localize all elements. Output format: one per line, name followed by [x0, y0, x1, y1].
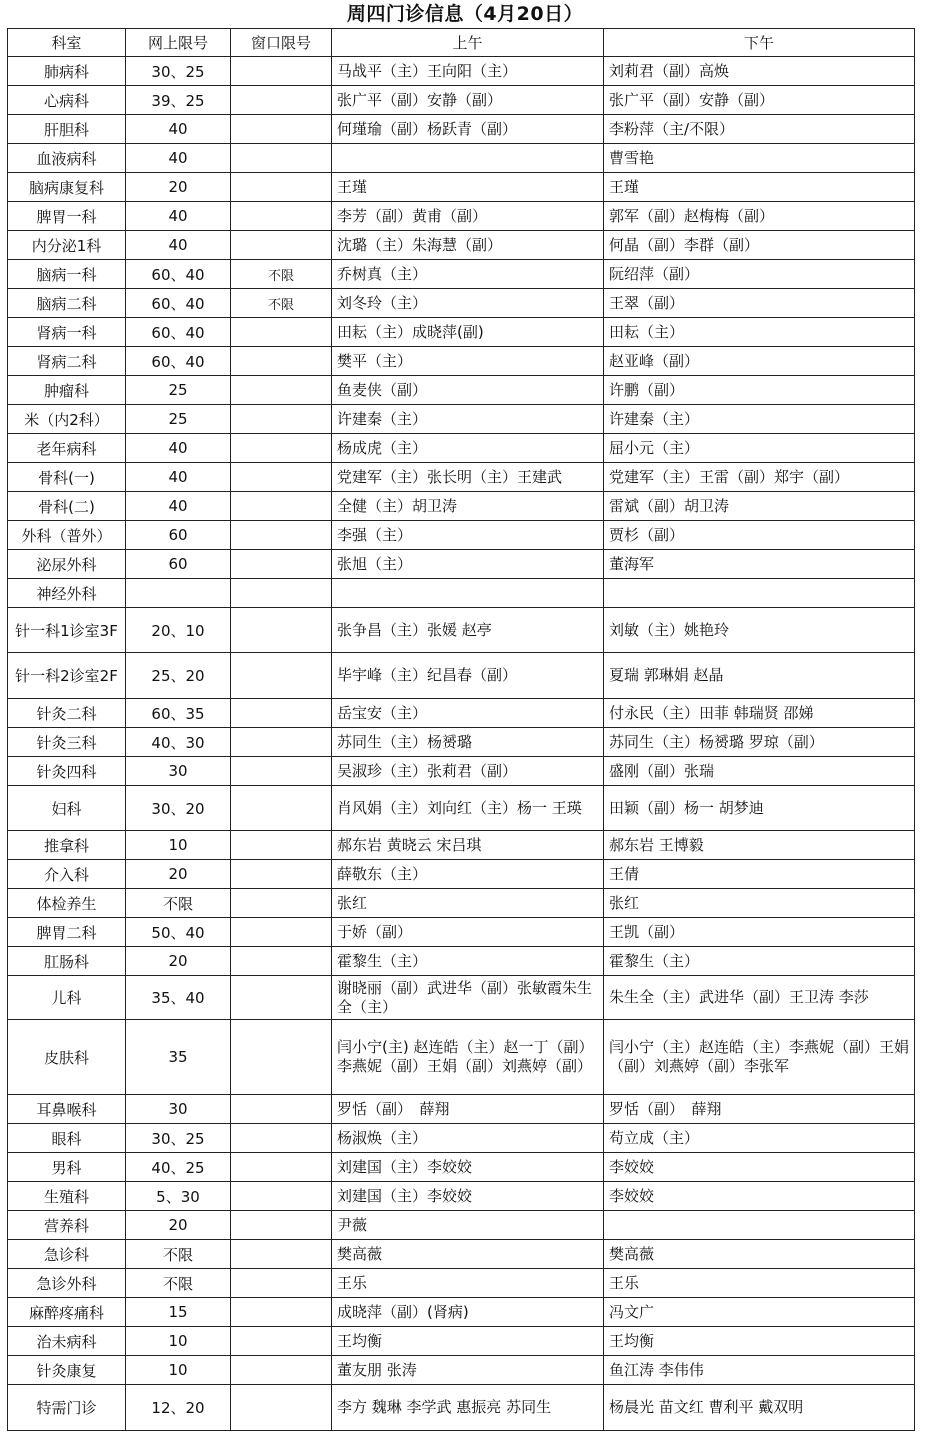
table-row	[8, 1385, 915, 1431]
cell-am: 许建秦（主）	[332, 405, 604, 434]
cell-online: 60、40	[126, 347, 231, 376]
cell-dept: 骨科(一)	[8, 463, 126, 492]
cell-online: 40	[126, 202, 231, 231]
cell-online: 20	[126, 1211, 231, 1240]
table-row	[8, 699, 915, 728]
cell-window	[231, 608, 332, 653]
cell-pm: 朱生全（主）武进华（副）王卫涛 李莎	[604, 976, 915, 1020]
cell-dept: 脑病康复科	[8, 173, 126, 202]
cell-pm: 党建军（主）王雷（副）郑宇（副）	[604, 463, 915, 492]
cell-am: 党建军（主）张长明（主）王建武	[332, 463, 604, 492]
table-row	[8, 463, 915, 492]
cell-window	[231, 1211, 332, 1240]
table-row	[8, 831, 915, 860]
clinic-schedule-table	[7, 28, 915, 1431]
cell-online: 不限	[126, 889, 231, 918]
cell-am: 马战平（主）王向阳（主）	[332, 57, 604, 86]
cell-window	[231, 831, 332, 860]
cell-pm: 冯文广	[604, 1298, 915, 1327]
cell-am: 闫小宁(主) 赵连皓（主）赵一丁（副）李燕妮（副）王娟（副）刘燕婷（副）	[332, 1020, 604, 1095]
table-row	[8, 653, 915, 699]
cell-dept: 推拿科	[8, 831, 126, 860]
cell-dept: 妇科	[8, 786, 126, 831]
table-row	[8, 786, 915, 831]
table-row	[8, 1211, 915, 1240]
cell-pm: 盛刚（副）张瑞	[604, 757, 915, 786]
cell-window	[231, 434, 332, 463]
cell-pm	[604, 1211, 915, 1240]
cell-am: 张广平（副）安静（副）	[332, 86, 604, 115]
cell-am: 苏同生（主）杨赟璐	[332, 728, 604, 757]
cell-pm: 王乐	[604, 1269, 915, 1298]
cell-am: 张红	[332, 889, 604, 918]
header-morning: 上午	[332, 29, 604, 57]
table-row	[8, 918, 915, 947]
cell-online: 40	[126, 144, 231, 173]
cell-dept: 外科（普外）	[8, 521, 126, 550]
cell-dept: 针一科2诊室2F	[8, 653, 126, 699]
cell-dept: 米（内2科）	[8, 405, 126, 434]
cell-am: 王瑾	[332, 173, 604, 202]
cell-dept: 老年病科	[8, 434, 126, 463]
table-row	[8, 1269, 915, 1298]
cell-pm: 苟立成（主）	[604, 1124, 915, 1153]
cell-window	[231, 376, 332, 405]
cell-pm: 闫小宁（主）赵连皓（主）李燕妮（副）王娟（副）刘燕婷（副）李张军	[604, 1020, 915, 1095]
cell-dept: 肾病二科	[8, 347, 126, 376]
header-row	[8, 29, 915, 57]
table-row	[8, 144, 915, 173]
cell-online: 20	[126, 173, 231, 202]
cell-pm	[604, 579, 915, 608]
cell-window	[231, 728, 332, 757]
cell-online: 30、25	[126, 57, 231, 86]
cell-pm: 曹雪艳	[604, 144, 915, 173]
cell-window	[231, 1124, 332, 1153]
cell-am: 郝东岩 黄晓云 宋吕琪	[332, 831, 604, 860]
cell-am: 王均衡	[332, 1327, 604, 1356]
cell-dept: 脑病一科	[8, 260, 126, 289]
cell-am: 樊高薇	[332, 1240, 604, 1269]
cell-online: 10	[126, 1327, 231, 1356]
cell-dept: 急诊外科	[8, 1269, 126, 1298]
header-online-limit: 网上限号	[126, 29, 231, 57]
cell-window	[231, 579, 332, 608]
cell-window	[231, 463, 332, 492]
cell-online: 25	[126, 405, 231, 434]
cell-pm: 王均衡	[604, 1327, 915, 1356]
cell-pm: 樊高薇	[604, 1240, 915, 1269]
table-row	[8, 1153, 915, 1182]
table-row	[8, 405, 915, 434]
cell-am: 薛敬东（主）	[332, 860, 604, 889]
table-row	[8, 1327, 915, 1356]
cell-pm: 王倩	[604, 860, 915, 889]
cell-window	[231, 947, 332, 976]
table-row	[8, 86, 915, 115]
cell-online: 50、40	[126, 918, 231, 947]
table-row	[8, 1298, 915, 1327]
cell-online: 20	[126, 860, 231, 889]
cell-am: 成晓萍（副）(肾病)	[332, 1298, 604, 1327]
cell-online: 60	[126, 521, 231, 550]
cell-online: 40	[126, 463, 231, 492]
cell-dept: 生殖科	[8, 1182, 126, 1211]
table-row	[8, 976, 915, 1020]
cell-am: 张争昌（主）张媛 赵亭	[332, 608, 604, 653]
cell-online: 40、30	[126, 728, 231, 757]
cell-am: 王乐	[332, 1269, 604, 1298]
cell-online: 40、25	[126, 1153, 231, 1182]
table-row	[8, 1020, 915, 1095]
cell-online: 60、40	[126, 289, 231, 318]
cell-am: 杨淑焕（主）	[332, 1124, 604, 1153]
cell-dept: 骨科(二)	[8, 492, 126, 521]
table-row	[8, 434, 915, 463]
table-row	[8, 347, 915, 376]
cell-dept: 肾病一科	[8, 318, 126, 347]
cell-dept: 肛肠科	[8, 947, 126, 976]
cell-online: 10	[126, 1356, 231, 1385]
cell-pm: 刘敏（主）姚艳玲	[604, 608, 915, 653]
cell-dept: 针灸康复	[8, 1356, 126, 1385]
cell-am: 李芳（副）黄甫（副）	[332, 202, 604, 231]
table-row	[8, 521, 915, 550]
cell-window	[231, 1356, 332, 1385]
cell-online: 40	[126, 115, 231, 144]
cell-online: 20、10	[126, 608, 231, 653]
table-row	[8, 318, 915, 347]
table-row	[8, 376, 915, 405]
cell-pm: 苏同生（主）杨赟璐 罗琼（副）	[604, 728, 915, 757]
cell-online: 60	[126, 550, 231, 579]
cell-am: 何瑾瑜（副）杨跃青（副）	[332, 115, 604, 144]
cell-online: 40	[126, 492, 231, 521]
cell-pm: 何晶（副）李群（副）	[604, 231, 915, 260]
header-dept: 科室	[8, 29, 126, 57]
cell-dept: 心病科	[8, 86, 126, 115]
cell-online: 35、40	[126, 976, 231, 1020]
cell-am: 刘建国（主）李姣姣	[332, 1153, 604, 1182]
cell-pm: 田耘（主）	[604, 318, 915, 347]
cell-pm: 贾杉（副）	[604, 521, 915, 550]
cell-am: 谢晓丽（副）武进华（副）张敏霞朱生全（主）	[332, 976, 604, 1020]
cell-dept: 体检养生	[8, 889, 126, 918]
cell-dept: 麻醉疼痛科	[8, 1298, 126, 1327]
table-row	[8, 1124, 915, 1153]
cell-online: 5、30	[126, 1182, 231, 1211]
cell-window	[231, 550, 332, 579]
cell-am: 董友朋 张涛	[332, 1356, 604, 1385]
cell-online: 30	[126, 757, 231, 786]
cell-window	[231, 1095, 332, 1124]
table-row	[8, 492, 915, 521]
cell-dept: 皮肤科	[8, 1020, 126, 1095]
cell-online: 25、20	[126, 653, 231, 699]
cell-window	[231, 86, 332, 115]
cell-am: 田耘（主）成晓萍(副)	[332, 318, 604, 347]
cell-online: 40	[126, 434, 231, 463]
cell-window	[231, 1298, 332, 1327]
cell-window	[231, 347, 332, 376]
cell-pm: 屈小元（主）	[604, 434, 915, 463]
cell-am: 李强（主）	[332, 521, 604, 550]
cell-window	[231, 173, 332, 202]
cell-window	[231, 1327, 332, 1356]
cell-am	[332, 579, 604, 608]
cell-dept: 介入科	[8, 860, 126, 889]
cell-pm: 李姣姣	[604, 1153, 915, 1182]
cell-online: 不限	[126, 1240, 231, 1269]
cell-am: 刘冬玲（主）	[332, 289, 604, 318]
header-window-limit: 窗口限号	[231, 29, 332, 57]
cell-am: 毕宇峰（主）纪昌春（副）	[332, 653, 604, 699]
cell-dept: 泌尿外科	[8, 550, 126, 579]
cell-am: 沈璐（主）朱海慧（副）	[332, 231, 604, 260]
table-row	[8, 1095, 915, 1124]
cell-online: 30、25	[126, 1124, 231, 1153]
cell-pm: 付永民（主）田菲 韩瑞贤 邵娣	[604, 699, 915, 728]
cell-window	[231, 405, 332, 434]
cell-dept: 肺病科	[8, 57, 126, 86]
cell-window	[231, 1385, 332, 1431]
cell-dept: 针灸三科	[8, 728, 126, 757]
cell-pm: 鱼江涛 李伟伟	[604, 1356, 915, 1385]
cell-dept: 脑病二科	[8, 289, 126, 318]
cell-window	[231, 144, 332, 173]
cell-dept: 儿科	[8, 976, 126, 1020]
cell-am: 杨成虎（主）	[332, 434, 604, 463]
cell-pm: 王翠（副）	[604, 289, 915, 318]
cell-online: 30、20	[126, 786, 231, 831]
cell-dept: 内分泌1科	[8, 231, 126, 260]
table-row	[8, 260, 915, 289]
table-row	[8, 579, 915, 608]
cell-dept: 脾胃二科	[8, 918, 126, 947]
schedule-body	[8, 57, 915, 1431]
cell-pm: 许建秦（主）	[604, 405, 915, 434]
cell-am: 李方 魏琳 李学武 惠振亮 苏同生	[332, 1385, 604, 1431]
cell-window	[231, 521, 332, 550]
cell-pm: 夏瑞 郭琳娟 赵晶	[604, 653, 915, 699]
cell-dept: 肝胆科	[8, 115, 126, 144]
cell-am: 乔树真（主）	[332, 260, 604, 289]
cell-am: 尹薇	[332, 1211, 604, 1240]
header-afternoon: 下午	[604, 29, 915, 57]
cell-online: 40	[126, 231, 231, 260]
cell-window	[231, 57, 332, 86]
cell-dept: 特需门诊	[8, 1385, 126, 1431]
cell-window	[231, 757, 332, 786]
table-row	[8, 860, 915, 889]
cell-pm: 王凯（副）	[604, 918, 915, 947]
cell-window	[231, 1240, 332, 1269]
cell-pm: 雷斌（副）胡卫涛	[604, 492, 915, 521]
cell-online: 15	[126, 1298, 231, 1327]
cell-pm: 杨晨光 苗文红 曹利平 戴双明	[604, 1385, 915, 1431]
cell-window	[231, 115, 332, 144]
cell-online: 60、35	[126, 699, 231, 728]
cell-pm: 霍黎生（主）	[604, 947, 915, 976]
cell-window	[231, 492, 332, 521]
cell-window	[231, 318, 332, 347]
cell-dept: 针灸四科	[8, 757, 126, 786]
cell-window	[231, 653, 332, 699]
cell-window	[231, 918, 332, 947]
cell-pm: 王瑾	[604, 173, 915, 202]
cell-pm: 许鹏（副）	[604, 376, 915, 405]
cell-pm: 张广平（副）安静（副）	[604, 86, 915, 115]
cell-online: 20	[126, 947, 231, 976]
cell-window	[231, 1153, 332, 1182]
table-row	[8, 947, 915, 976]
table-row	[8, 1356, 915, 1385]
cell-am: 刘建国（主）李姣姣	[332, 1182, 604, 1211]
cell-dept: 急诊科	[8, 1240, 126, 1269]
table-row	[8, 728, 915, 757]
cell-online: 10	[126, 831, 231, 860]
cell-am: 吴淑珍（主）张莉君（副）	[332, 757, 604, 786]
cell-window	[231, 786, 332, 831]
cell-dept: 男科	[8, 1153, 126, 1182]
cell-online: 30	[126, 1095, 231, 1124]
cell-dept: 针灸二科	[8, 699, 126, 728]
cell-window	[231, 1269, 332, 1298]
cell-pm: 刘莉君（副）高焕	[604, 57, 915, 86]
cell-pm: 田颖（副）杨一 胡梦迪	[604, 786, 915, 831]
cell-pm: 董海军	[604, 550, 915, 579]
cell-window	[231, 202, 332, 231]
cell-online: 60、40	[126, 260, 231, 289]
cell-am: 于娇（副）	[332, 918, 604, 947]
cell-am: 肖风娟（主）刘向红（主）杨一 王瑛	[332, 786, 604, 831]
cell-am	[332, 144, 604, 173]
cell-pm: 张红	[604, 889, 915, 918]
table-row	[8, 550, 915, 579]
cell-online: 不限	[126, 1269, 231, 1298]
table-row	[8, 173, 915, 202]
cell-dept: 血液病科	[8, 144, 126, 173]
cell-window	[231, 1182, 332, 1211]
table-row	[8, 202, 915, 231]
cell-window	[231, 231, 332, 260]
cell-dept: 神经外科	[8, 579, 126, 608]
cell-online	[126, 579, 231, 608]
cell-am: 霍黎生（主）	[332, 947, 604, 976]
cell-am: 罗恬（副） 薛翔	[332, 1095, 604, 1124]
cell-dept: 脾胃一科	[8, 202, 126, 231]
cell-pm: 赵亚峰（副）	[604, 347, 915, 376]
cell-pm: 李姣姣	[604, 1182, 915, 1211]
table-row	[8, 231, 915, 260]
table-row	[8, 115, 915, 144]
page-title: 周四门诊信息（4月20日）	[346, 3, 584, 25]
cell-window: 不限	[231, 289, 332, 318]
table-row	[8, 289, 915, 318]
cell-dept: 眼科	[8, 1124, 126, 1153]
cell-dept: 治未病科	[8, 1327, 126, 1356]
cell-am: 张旭（主）	[332, 550, 604, 579]
cell-window	[231, 699, 332, 728]
cell-dept: 肿瘤科	[8, 376, 126, 405]
cell-dept: 耳鼻喉科	[8, 1095, 126, 1124]
cell-window	[231, 889, 332, 918]
cell-pm: 罗恬（副） 薛翔	[604, 1095, 915, 1124]
cell-online: 12、20	[126, 1385, 231, 1431]
cell-pm: 郭军（副）赵梅梅（副）	[604, 202, 915, 231]
cell-online: 35	[126, 1020, 231, 1095]
table-row	[8, 1240, 915, 1269]
table-row	[8, 57, 915, 86]
cell-am: 樊平（主）	[332, 347, 604, 376]
cell-dept: 营养科	[8, 1211, 126, 1240]
cell-pm: 李粉萍（主/不限）	[604, 115, 915, 144]
cell-am: 鱼麦侠（副）	[332, 376, 604, 405]
cell-online: 60、40	[126, 318, 231, 347]
cell-online: 39、25	[126, 86, 231, 115]
cell-am: 全健（主）胡卫涛	[332, 492, 604, 521]
cell-am: 岳宝安（主）	[332, 699, 604, 728]
cell-pm: 郝东岩 王博毅	[604, 831, 915, 860]
cell-window	[231, 1020, 332, 1095]
table-row	[8, 1182, 915, 1211]
cell-window	[231, 976, 332, 1020]
cell-window	[231, 860, 332, 889]
cell-dept: 针一科1诊室3F	[8, 608, 126, 653]
table-row	[8, 608, 915, 653]
cell-window: 不限	[231, 260, 332, 289]
table-row	[8, 889, 915, 918]
cell-online: 25	[126, 376, 231, 405]
table-row	[8, 757, 915, 786]
cell-pm: 阮绍萍（副）	[604, 260, 915, 289]
